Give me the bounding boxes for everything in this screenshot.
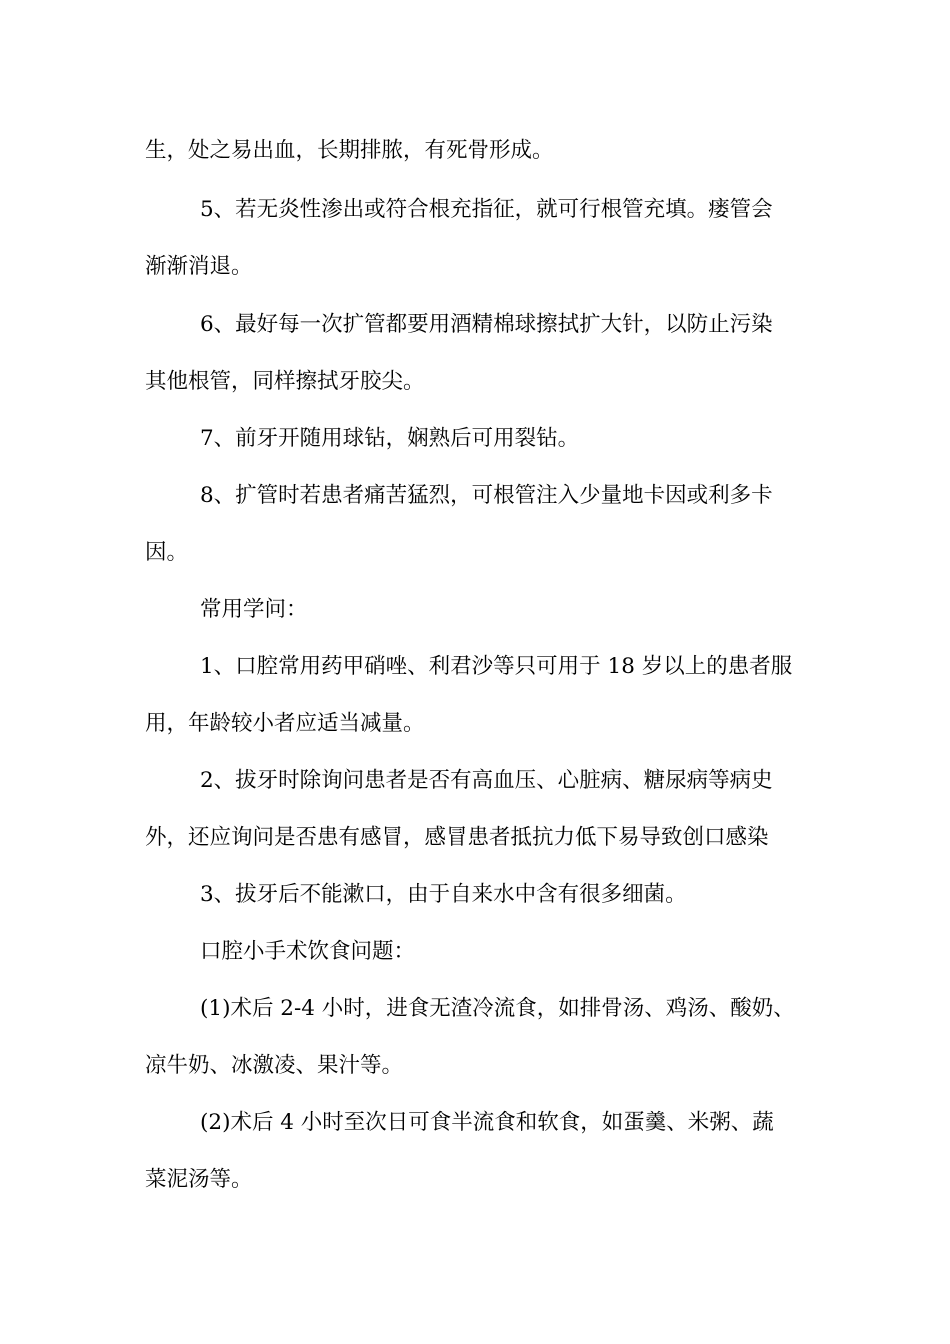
paragraph-line: 凉牛奶、冰激凌、果汁等。: [145, 1053, 404, 1078]
paragraph-line: 渐渐消退。: [145, 254, 253, 279]
paragraph-line: 因。: [145, 540, 189, 565]
paragraph-line: 生，处之易出血，长期排脓，有死骨形成。: [145, 138, 554, 163]
paragraph-line: 2、拔牙时除询问患者是否有高血压、心脏病、糖尿病等病史: [200, 768, 773, 793]
paragraph-line: 外，还应询问是否患有感冒，感冒患者抵抗力低下易导致创口感染: [145, 825, 769, 850]
paragraph-line: 口腔小手术饮食问题：: [200, 939, 416, 964]
paragraph-line: 菜泥汤等。: [145, 1167, 253, 1192]
paragraph-line: 其他根管，同样擦拭牙胶尖。: [145, 369, 425, 394]
paragraph-line: 3、拔牙后不能漱口，由于自来水中含有很多细菌。: [200, 882, 687, 907]
paragraph-line: 常用学问：: [200, 597, 308, 622]
paragraph-line: (2)术后 4 小时至次日可食半流食和软食，如蛋羹、米粥、蔬: [200, 1110, 774, 1135]
paragraph-line: 7、前牙开随用球钻，娴熟后可用裂钻。: [200, 426, 580, 451]
paragraph-line: (1)术后 2-4 小时，进食无渣冷流食，如排骨汤、鸡汤、酸奶、: [200, 996, 795, 1021]
paragraph-line: 8、扩管时若患者痛苦猛烈，可根管注入少量地卡因或利多卡: [200, 483, 773, 508]
paragraph-line: 1、口腔常用药甲硝唑、利君沙等只可用于 18 岁以上的患者服: [200, 654, 793, 679]
paragraph-line: 用，年龄较小者应适当减量。: [145, 711, 425, 736]
paragraph-line: 5、若无炎性渗出或符合根充指征，就可行根管充填。瘘管会: [200, 197, 773, 222]
paragraph-line: 6、最好每一次扩管都要用酒精棉球擦拭扩大针，以防止污染: [200, 312, 773, 337]
